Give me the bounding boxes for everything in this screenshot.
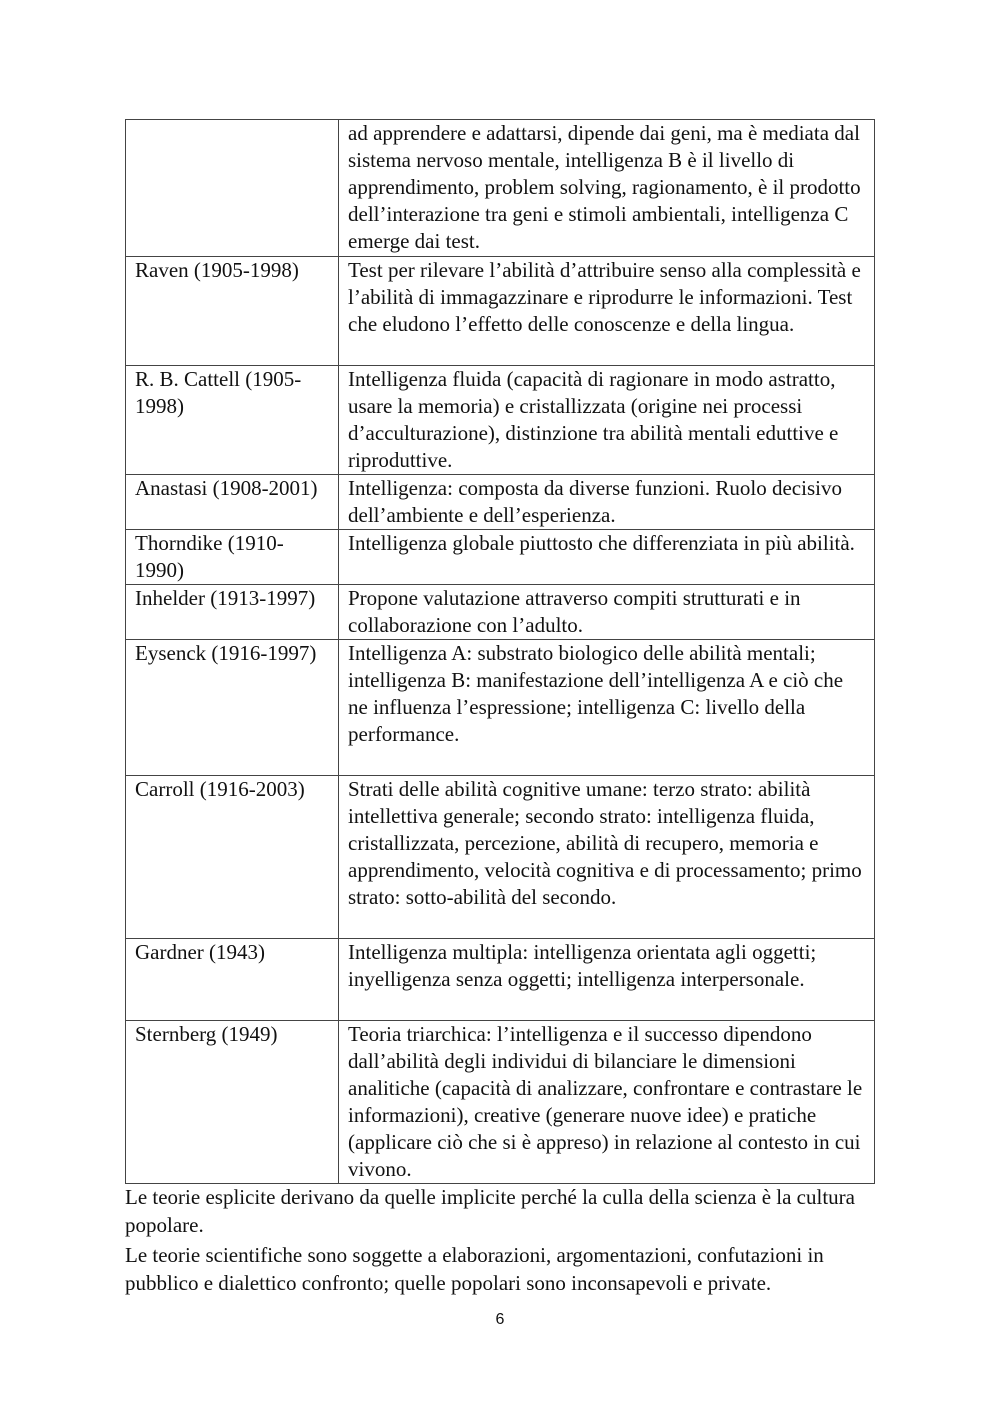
description-cell: Intelligenza: composta da diverse funzioni. Ruolo decisivo dell’ambiente e dell’esperienza.	[339, 475, 875, 530]
table-row	[126, 257, 875, 366]
intelligence-theories-table	[125, 119, 875, 1184]
description-cell: Intelligenza multipla: intelligenza orientata agli oggetti; inyelligenza senza oggetti; intelligenza interpersonale.	[339, 939, 875, 1021]
author-cell: Carroll (1916-2003)	[126, 776, 339, 939]
table-row	[126, 640, 875, 776]
author-cell: Anastasi (1908-2001)	[126, 475, 339, 530]
author-cell: Raven (1905-1998)	[126, 257, 339, 366]
description-cell: Strati delle abilità cognitive umane: terzo strato: abilità intellettiva generale; secondo strato: intelligenza fluida, cristallizzata, percezione, abilità di recupero, memoria e apprendimento, velocità cognitiva e di processamento; primo strato: sotto-abilità del secondo.	[339, 776, 875, 939]
author-cell: Eysenck (1916-1997)	[126, 640, 339, 776]
author-cell	[126, 120, 339, 257]
author-cell: Gardner (1943)	[126, 939, 339, 1021]
table-row	[126, 585, 875, 640]
description-cell: Test per rilevare l’abilità d’attribuire senso alla complessità e l’abilità di immagazzinare e riprodurre le informazioni. Test che eludono l’effetto delle conoscenze e della lingua.	[339, 257, 875, 366]
body-paragraph: Le teorie esplicite derivano da quelle implicite perché la culla della scienza è la cultura popolare.	[125, 1185, 855, 1237]
author-cell: Sternberg (1949)	[126, 1021, 339, 1184]
table-row	[126, 530, 875, 585]
table-row	[126, 120, 875, 257]
description-cell: Teoria triarchica: l’intelligenza e il successo dipendono dall’abilità degli individui di bilanciare le dimensioni analitiche (capacità di analizzare, confrontare e contrastare le informazioni), creative (generare nuove idee) e pratiche (applicare ciò che si è appreso) in relazione al contesto in cui vivono.	[339, 1021, 875, 1184]
table-row	[126, 1021, 875, 1184]
author-cell: Inhelder (1913-1997)	[126, 585, 339, 640]
table-row	[126, 475, 875, 530]
description-cell: Intelligenza A: substrato biologico delle abilità mentali; intelligenza B: manifestazione dell’intelligenza A e ciò che ne influenza l’espressione; intelligenza C: livello della performance.	[339, 640, 875, 776]
author-cell: R. B. Cattell (1905-1998)	[126, 366, 339, 475]
table-row	[126, 366, 875, 475]
description-cell: Intelligenza globale piuttosto che differenziata in più abilità.	[339, 530, 875, 585]
body-paragraph: Le teorie scientifiche sono soggette a elaborazioni, argomentazioni, confutazioni in pubblico e dialettico confronto; quelle popolari sono inconsapevoli e private.	[125, 1243, 824, 1295]
table-row	[126, 939, 875, 1021]
page-number: 6	[495, 1311, 505, 1328]
description-cell: Intelligenza fluida (capacità di ragionare in modo astratto, usare la memoria) e cristallizzata (origine nei processi d’acculturazione), distinzione tra abilità mentali eduttive e riproduttive.	[339, 366, 875, 475]
description-cell: ad apprendere e adattarsi, dipende dai geni, ma è mediata dal sistema nervoso mentale, intelligenza B è il livello di apprendimento, problem solving, ragionamento, è il prodotto dell’interazione tra geni e stimoli ambientali, intelligenza C emerge dai test.	[339, 120, 875, 257]
description-cell: Propone valutazione attraverso compiti strutturati e in collaborazione con l’adulto.	[339, 585, 875, 640]
author-cell: Thorndike (1910-1990)	[126, 530, 339, 585]
table-row	[126, 776, 875, 939]
